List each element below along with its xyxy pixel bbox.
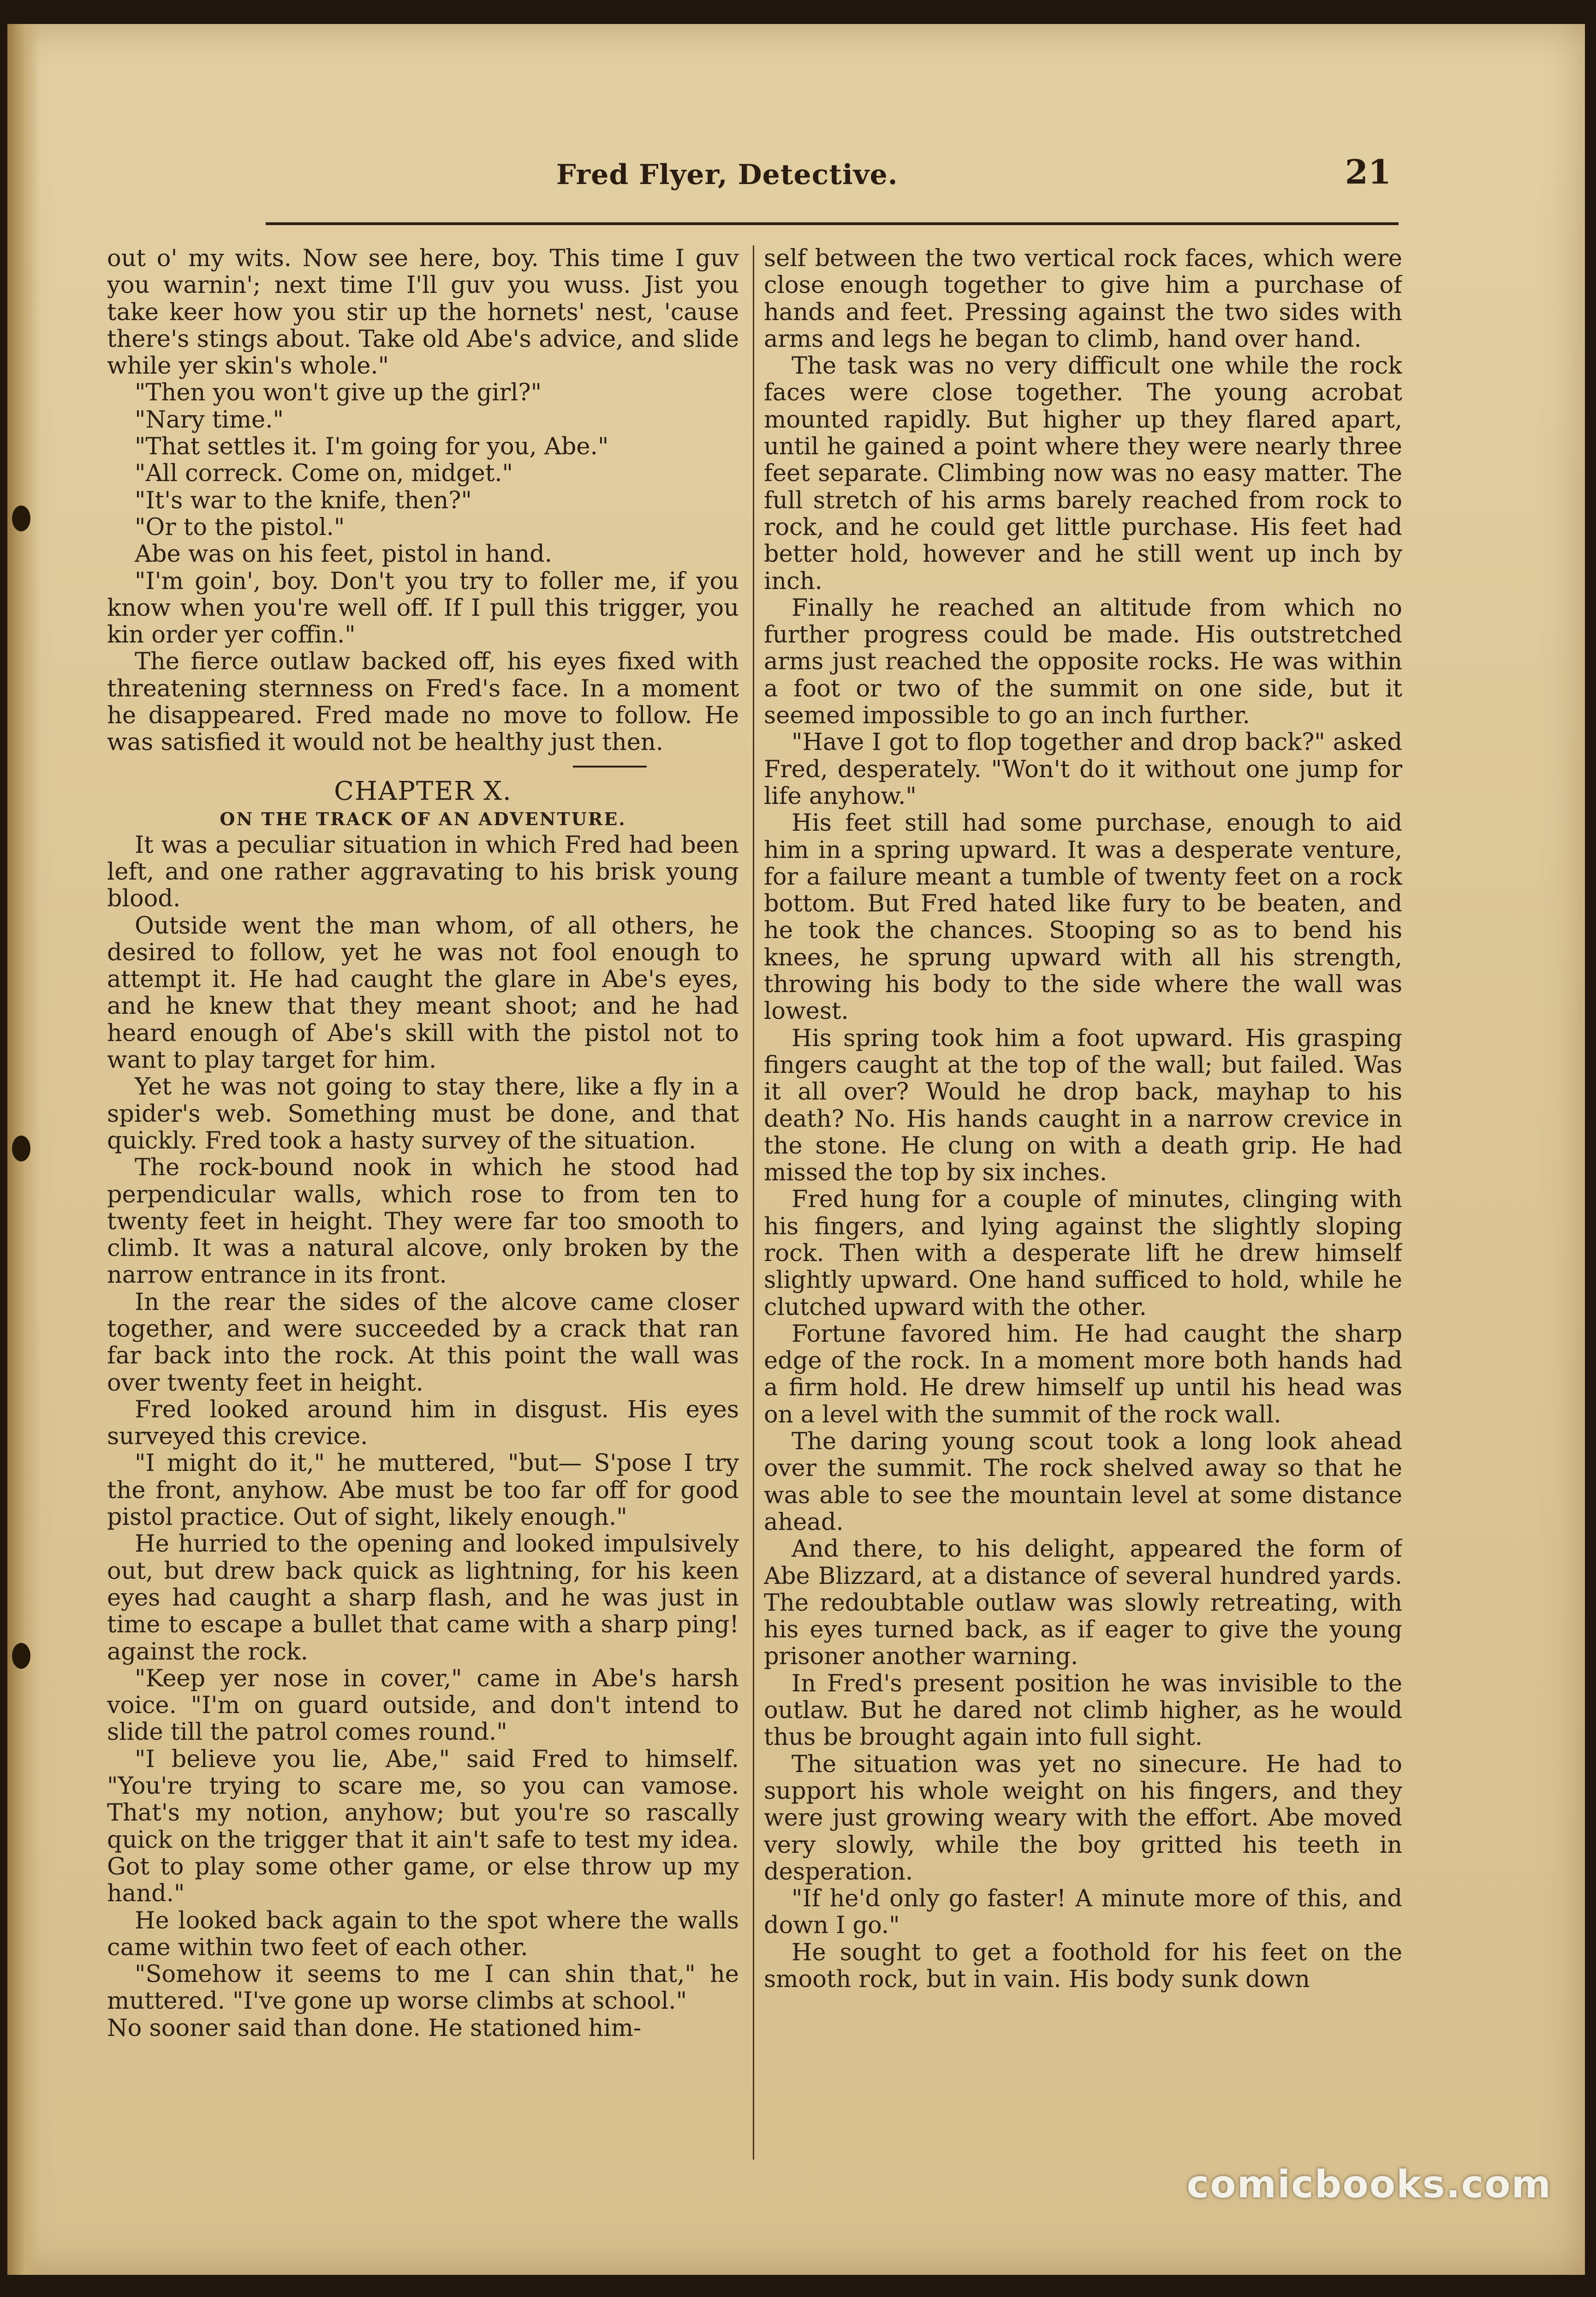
paragraph: In Fred's present position he was invisible to the outlaw. But he dared not climb higher, as he would thus be brought again into full sight.	[764, 1670, 1402, 1751]
paragraph: The situation was yet no sinecure. He had to support his whole weight on his fingers, and they were just growing weary with the effort. Abe moved very slowly, while the boy gritted his teeth in desperation.	[764, 1750, 1402, 1886]
paragraph: "Or to the pistol."	[135, 513, 345, 541]
binding-stitch-icon	[12, 1136, 30, 1161]
running-title: Fred Flyer, Detective.	[556, 159, 898, 191]
paragraph: "Nary time."	[135, 406, 284, 434]
paragraph: He looked back again to the spot where the walls came within two feet of each other.	[107, 1907, 739, 1961]
paragraph: "I believe you lie, Abe," said Fred to himself. "You're trying to scare me, so you can vamose. That's my notion, anyhow; but you're so rascally quick on the trigger that it ain't safe to test my idea. Got to play some other game, or else throw up my hand."	[107, 1745, 739, 1908]
paragraph: The task was no very difficult one while the rock faces were close together. The young acrobat mounted rapidly. But higher up they flared apart, until he gained a point where they were nearly three feet separate. Climbing now was no easy matter. The full stretch of his arms barely reached from rock to rock, and he could get little purchase. His feet had better hold, however and he still went up inch by inch.	[764, 352, 1402, 595]
paragraph: Fred hung for a couple of minutes, clinging with his fingers, and lying against the slightly sloping rock. Then with a desperate lift he drew himself slightly upward. One hand sufficed to hold, while he clutched upward with the other.	[764, 1186, 1402, 1321]
paragraph: out o' my wits. Now see here, boy. This time I guv you warnin'; next time I'll guv you wuss. Jist you take keer how you stir up the hornets' nest, 'cause there's stings about. Take old Abe's advice, and slide while yer skin's whole."	[107, 245, 739, 380]
chapter-title: CHAPTER X.	[334, 776, 512, 806]
paragraph: "Somehow it seems to me I can shin that," he muttered. "I've gone up worse climbs at school."	[107, 1961, 739, 2015]
book-page	[7, 24, 1585, 2275]
paragraph: Finally he reached an altitude from which no further progress could be made. His outstretched arms just reached the opposite rocks. He was within a foot or two of the summit on one side, but it seemed impossible to go an inch further.	[764, 594, 1402, 730]
paragraph: And there, to his delight, appeared the form of Abe Blizzard, at a distance of several hundred yards. The redoubtable outlaw was slowly retreating, with his eyes turned back, as if eager to give the young prisoner another warning.	[764, 1535, 1402, 1671]
paragraph: "Have I got to flop together and drop back?" asked Fred, desperately. "Won't do it without one jump for life anyhow."	[764, 729, 1402, 810]
paragraph: self between the two vertical rock faces, which were close enough together to give him a purchase of hands and feet. Pressing against the two sides with arms and legs he began to climb, hand over hand.	[764, 245, 1402, 353]
paragraph: "Keep yer nose in cover," came in Abe's harsh voice. "I'm on guard outside, and don't intend to slide till the patrol comes round."	[107, 1665, 739, 1746]
watermark: comicbooks.com	[1186, 2163, 1552, 2207]
paragraph: Abe was on his feet, pistol in hand.	[135, 541, 552, 568]
paragraph: Outside went the man whom, of all others, he desired to follow, yet he was not fool enough to attempt it. He had caught the glare in Abe's eyes, and he knew that they meant shoot; and he had heard enough of Abe's skill with the pistol not to want to play target for him.	[107, 912, 739, 1074]
paragraph: The daring young scout took a long look ahead over the summit. The rock shelved away so that he was able to see the mountain level at some distance ahead.	[764, 1428, 1402, 1536]
left-column	[107, 245, 739, 2206]
paragraph: The fierce outlaw backed off, his eyes fixed with threatening sternness on Fred's face. In a moment he disappeared. Fred made no move to follow. He was satisfied it would not be healthy just then.	[107, 648, 739, 756]
chapter-subtitle: ON THE TRACK OF AN ADVENTURE.	[220, 808, 626, 829]
paragraph: "If he'd only go faster! A minute more of this, and down I go."	[764, 1885, 1402, 1940]
binding-stitch-icon	[12, 1643, 30, 1669]
section-rule	[573, 766, 647, 768]
paragraph: It was a peculiar situation in which Fred had been left, and one rather aggravating to his brisk young blood.	[107, 831, 739, 913]
paragraph: The rock-bound nook in which he stood had perpendicular walls, which rose to from ten to twenty feet in height. They were far too smooth to climb. It was a natural alcove, only broken by the narrow entrance in its front.	[107, 1154, 739, 1289]
paragraph: Yet he was not going to stay there, like a fly in a spider's web. Something must be done, and that quickly. Fred took a hasty survey of the situation.	[107, 1073, 739, 1154]
right-column	[764, 245, 1402, 2206]
header-rule	[266, 222, 1399, 225]
paragraph: "I might do it," he muttered, "but— S'pose I try the front, anyhow. Abe must be too far off for good pistol practice. Out of sight, likely enough."	[107, 1450, 739, 1531]
paragraph: In the rear the sides of the alcove came closer together, and were succeeded by a crack that ran far back into the rock. At this point the wall was over twenty feet in height.	[107, 1288, 739, 1397]
paragraph: Fortune favored him. He had caught the sharp edge of the rock. In a moment more both hands had a firm hold. He drew himself up until his head was on a level with the summit of the rock wall.	[764, 1320, 1402, 1428]
paragraph: "It's war to the knife, then?"	[135, 487, 472, 514]
paragraph: He sought to get a foothold for his feet on the smooth rock, but in vain. His body sunk down	[764, 1939, 1402, 1993]
paragraph: "That settles it. I'm going for you, Abe."	[135, 433, 609, 461]
paragraph: "I'm goin', boy. Don't you try to foller me, if you know when you're well off. If I pull this trigger, you kin order yer coffin."	[107, 567, 739, 649]
column-divider	[753, 245, 754, 2160]
paragraph: He hurried to the opening and looked impulsively out, but drew back quick as lightning, for his keen eyes had caught a sharp flash, and he was just in time to escape a bullet that came with a sharp ping! against the rock.	[107, 1530, 739, 1666]
paragraph: His feet still had some purchase, enough to aid him in a spring upward. It was a desperate venture, for a failure meant a tumble of twenty feet on a rock bottom. But Fred hated like fury to be beaten, and he took the chances. Stooping so as to bend his knees, he sprung upward with all his strength, throwing his body to the side where the wall was lowest.	[764, 809, 1402, 1025]
paragraph: No sooner said than done. He stationed him-	[107, 2014, 642, 2042]
binding-stitch-icon	[12, 506, 30, 531]
paragraph: His spring took him a foot upward. His grasping fingers caught at the top of the wall; but failed. Was it all over? Would he drop back, mayhap to his death? No. His hands caught in a narrow crevice in the stone. He clung on with a death grip. He had missed the top by six inches.	[764, 1024, 1402, 1187]
paragraph: "Then you won't give up the girl?"	[135, 379, 542, 407]
paragraph: "All correck. Come on, midget."	[135, 460, 513, 488]
paragraph: Fred looked around him in disgust. His eyes surveyed this crevice.	[107, 1396, 739, 1451]
page-number: 21	[1345, 152, 1391, 191]
